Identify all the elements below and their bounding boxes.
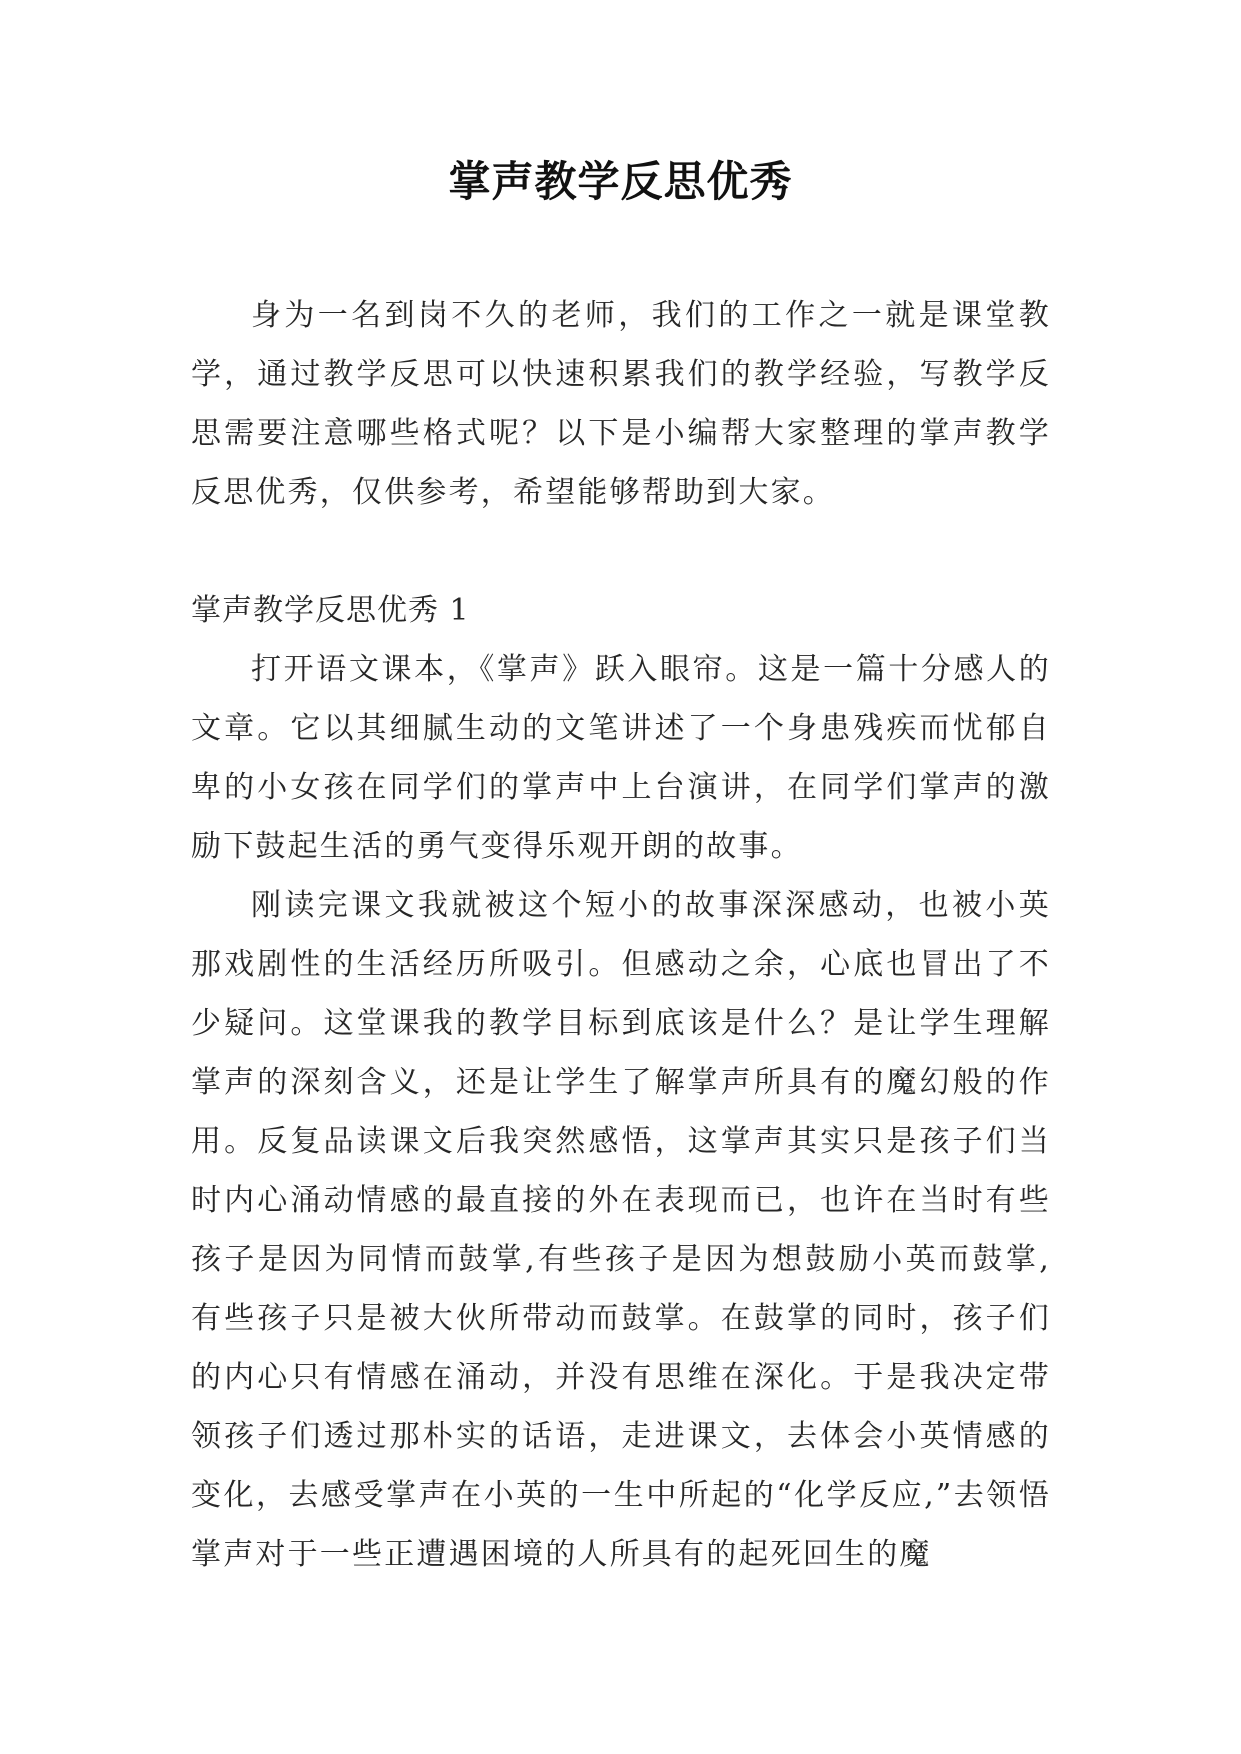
body-paragraph: 刚读完课文我就被这个短小的故事深深感动，也被小英那戏剧性的生活经历所吸引。但感动之余，心底也冒出了不少疑问。这堂课我的教学目标到底该是什么？是让学生理解掌声的深刻含义，还是让学生了解掌声所具有的魔幻般的作用。反复品读课文后我突然感悟，这掌声其实只是孩子们当时内心涌动情感的最直接的外在表现而已，也许在当时有些孩子是因为同情而鼓掌,有些孩子是因为想鼓励小英而鼓掌,有些孩子只是被大伙所带动而鼓掌。在鼓掌的同时，孩子们的内心只有情感在涌动，并没有思维在深化。于是我决定带领孩子们透过那朴实的话语，走进课文，去体会小英情感的变化，去感受掌声在小英的一生中所起的“化学反应,”去领悟掌声对于一些正遭遇困境的人所具有的起死回生的魔 bbox=[191, 888, 1051, 1572]
document-title: 掌声教学反思优秀 bbox=[448, 157, 793, 206]
document-body bbox=[191, 286, 1051, 1584]
section-heading: 掌声教学反思优秀 1 bbox=[191, 593, 470, 628]
intro-paragraph: 身为一名到岗不久的老师，我们的工作之一就是课堂教学，通过教学反思可以快速积累我们的教学经验，写教学反思需要注意哪些格式呢？以下是小编帮大家整理的掌声教学反思优秀，仅供参考，希望能够帮助到大家。 bbox=[191, 298, 1051, 510]
body-paragraph: 打开语文课本，《掌声》跃入眼帘。这是一篇十分感人的文章。它以其细腻生动的文笔讲述了一个身患残疾而忧郁自卑的小女孩在同学们的掌声中上台演讲，在同学们掌声的激励下鼓起生活的勇气变得乐观开朗的故事。 bbox=[191, 652, 1051, 864]
